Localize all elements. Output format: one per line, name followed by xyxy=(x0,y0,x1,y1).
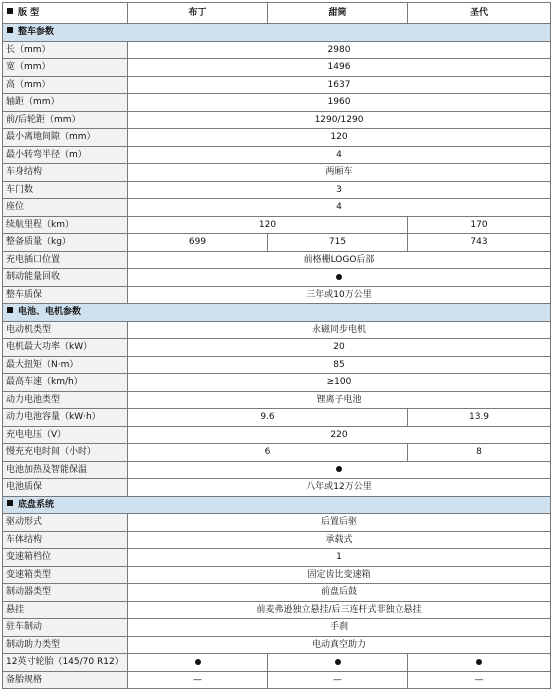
cell-value: 锂离子电池 xyxy=(128,391,551,409)
spec-table xyxy=(2,2,551,689)
cell-value: — xyxy=(268,671,408,689)
cell-value: 1960 xyxy=(128,94,551,112)
header-tiantong: 甜筒 xyxy=(268,3,408,24)
cell-value: 三年或10万公里 xyxy=(128,286,551,304)
cell-value: 715 xyxy=(268,234,408,252)
cell-value: 220 xyxy=(128,426,551,444)
row-label: 动力电池容量（kW·h） xyxy=(3,409,128,427)
cell-value: 前麦弗逊独立悬挂/后三连杆式非独立悬挂 xyxy=(128,601,551,619)
table-row xyxy=(3,356,551,374)
standard-dot-cell xyxy=(408,654,551,672)
standard-dot-icon xyxy=(195,659,201,665)
header-shengdai: 圣代 xyxy=(408,3,551,24)
row-label: 长（mm） xyxy=(3,41,128,59)
table-row xyxy=(3,321,551,339)
row-label: 最大扭矩（N·m） xyxy=(3,356,128,374)
row-label: 轴距（mm） xyxy=(3,94,128,112)
cell-value: 前盘后鼓 xyxy=(128,584,551,602)
table-row xyxy=(3,391,551,409)
row-label: 车身结构 xyxy=(3,164,128,182)
standard-dot-icon xyxy=(476,659,482,665)
table-row xyxy=(3,111,551,129)
cell-value: 6 xyxy=(128,444,408,462)
cell-value: 1637 xyxy=(128,76,551,94)
square-bullet-icon xyxy=(7,307,13,313)
cell-value: 85 xyxy=(128,356,551,374)
cell-value: 电动真空助力 xyxy=(128,636,551,654)
section-header xyxy=(3,304,551,322)
table-row xyxy=(3,164,551,182)
table-row xyxy=(3,59,551,77)
cell-value: — xyxy=(128,671,268,689)
row-label: 制动能量回收 xyxy=(3,269,128,287)
table-row xyxy=(3,426,551,444)
row-label: 整备质量（kg） xyxy=(3,234,128,252)
cell-value: 承载式 xyxy=(128,531,551,549)
table-row xyxy=(3,234,551,252)
table-row xyxy=(3,479,551,497)
section-title: 底盘系统 xyxy=(3,496,551,514)
spec-body xyxy=(3,24,551,689)
table-row xyxy=(3,269,551,287)
row-label: 整车质保 xyxy=(3,286,128,304)
row-label: 电池质保 xyxy=(3,479,128,497)
row-label: 电动机类型 xyxy=(3,321,128,339)
cell-value: 后置后驱 xyxy=(128,514,551,532)
table-row xyxy=(3,251,551,269)
table-row xyxy=(3,41,551,59)
section-header xyxy=(3,24,551,42)
table-row xyxy=(3,584,551,602)
row-label: 驻车制动 xyxy=(3,619,128,637)
row-label: 12英寸轮胎（145/70 R12） xyxy=(3,654,128,672)
square-bullet-icon xyxy=(7,27,13,33)
cell-value: 13.9 xyxy=(408,409,551,427)
cell-value: 20 xyxy=(128,339,551,357)
cell-value: 9.6 xyxy=(128,409,408,427)
standard-dot-icon xyxy=(335,659,341,665)
table-header-row xyxy=(3,3,551,24)
row-label: 最高车速（km/h） xyxy=(3,374,128,392)
table-row xyxy=(3,654,551,672)
row-label: 续航里程（km） xyxy=(3,216,128,234)
cell-value: 固定齿比变速箱 xyxy=(128,566,551,584)
cell-value: 4 xyxy=(128,199,551,217)
row-label: 制动器类型 xyxy=(3,584,128,602)
row-label: 高（mm） xyxy=(3,76,128,94)
section-title: 整车参数 xyxy=(3,24,551,42)
table-row xyxy=(3,619,551,637)
cell-value: — xyxy=(408,671,551,689)
table-row xyxy=(3,181,551,199)
cell-value: 1290/1290 xyxy=(128,111,551,129)
standard-dot-icon xyxy=(336,466,342,472)
row-label: 电池加热及智能保温 xyxy=(3,461,128,479)
row-label: 座位 xyxy=(3,199,128,217)
row-label: 最小转弯半径（m） xyxy=(3,146,128,164)
table-row xyxy=(3,286,551,304)
table-row xyxy=(3,199,551,217)
cell-value: 4 xyxy=(128,146,551,164)
row-label: 最小离地间隙（mm） xyxy=(3,129,128,147)
cell-value: 3 xyxy=(128,181,551,199)
table-row xyxy=(3,531,551,549)
table-row xyxy=(3,461,551,479)
table-row xyxy=(3,409,551,427)
cell-value: 2980 xyxy=(128,41,551,59)
row-label: 制动助力类型 xyxy=(3,636,128,654)
row-label: 备胎规格 xyxy=(3,671,128,689)
cell-value: ≥100 xyxy=(128,374,551,392)
row-label: 电机最大功率（kW） xyxy=(3,339,128,357)
table-row xyxy=(3,566,551,584)
row-label: 车门数 xyxy=(3,181,128,199)
table-row xyxy=(3,671,551,689)
table-row xyxy=(3,444,551,462)
row-label: 驱动形式 xyxy=(3,514,128,532)
header-buding: 布丁 xyxy=(128,3,268,24)
row-label: 充电插口位置 xyxy=(3,251,128,269)
row-label: 慢充充电时间（小时） xyxy=(3,444,128,462)
cell-value: 120 xyxy=(128,129,551,147)
cell-value: 743 xyxy=(408,234,551,252)
standard-dot-icon xyxy=(336,274,342,280)
table-row xyxy=(3,374,551,392)
row-label: 宽（mm） xyxy=(3,59,128,77)
cell-value: 170 xyxy=(408,216,551,234)
row-label: 车体结构 xyxy=(3,531,128,549)
table-row xyxy=(3,76,551,94)
cell-value: 8 xyxy=(408,444,551,462)
cell-value: 八年或12万公里 xyxy=(128,479,551,497)
table-row xyxy=(3,636,551,654)
cell-value: 120 xyxy=(128,216,408,234)
cell-value: 1 xyxy=(128,549,551,567)
standard-dot-cell xyxy=(128,269,551,287)
row-label: 动力电池类型 xyxy=(3,391,128,409)
row-label: 充电电压（V） xyxy=(3,426,128,444)
cell-value: 两厢车 xyxy=(128,164,551,182)
row-label: 变速箱类型 xyxy=(3,566,128,584)
table-row xyxy=(3,129,551,147)
table-row xyxy=(3,601,551,619)
table-row xyxy=(3,339,551,357)
cell-value: 前格栅LOGO后部 xyxy=(128,251,551,269)
cell-value: 永磁同步电机 xyxy=(128,321,551,339)
section-header xyxy=(3,496,551,514)
cell-value: 手刹 xyxy=(128,619,551,637)
row-label: 悬挂 xyxy=(3,601,128,619)
cell-value: 699 xyxy=(128,234,268,252)
standard-dot-cell xyxy=(268,654,408,672)
table-row xyxy=(3,146,551,164)
header-model: 版 型 xyxy=(3,3,128,24)
row-label: 前/后轮距（mm） xyxy=(3,111,128,129)
row-label: 变速箱档位 xyxy=(3,549,128,567)
table-row xyxy=(3,216,551,234)
square-bullet-icon xyxy=(7,8,13,14)
standard-dot-cell xyxy=(128,654,268,672)
table-row xyxy=(3,549,551,567)
section-title: 电池、电机参数 xyxy=(3,304,551,322)
standard-dot-cell xyxy=(128,461,551,479)
cell-value: 1496 xyxy=(128,59,551,77)
square-bullet-icon xyxy=(7,500,13,506)
table-row xyxy=(3,514,551,532)
table-row xyxy=(3,94,551,112)
